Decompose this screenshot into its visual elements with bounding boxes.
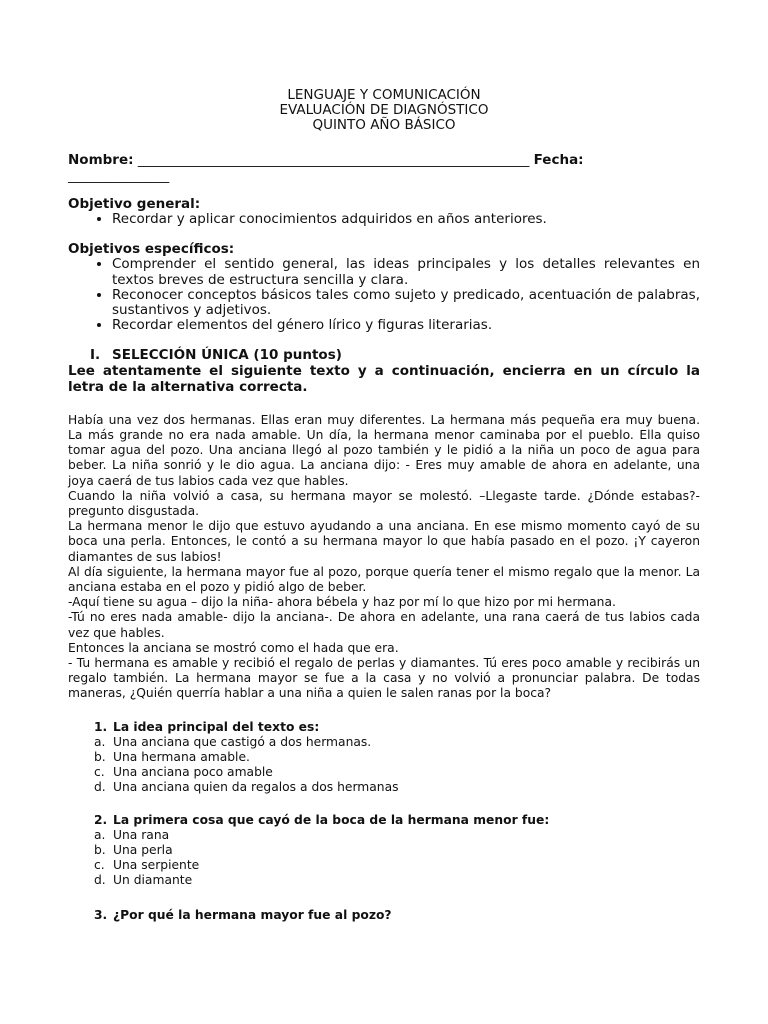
option-letter: d. <box>94 872 106 887</box>
option-d[interactable] <box>68 873 700 888</box>
story-paragraph: - Tu hermana es amable y recibió el regalo de perlas y diamantes. Tú eres poco amable y recibirás un regalo también. La hermana mayor se fue a la casa y no volvió a pronunciar palabra. De todas maneras, ¿Quién querría hablar a una niña a quien le salen ranas por la boca? <box>68 656 700 701</box>
option-text: Un diamante <box>113 872 193 887</box>
option-text: Una anciana que castigó a dos hermanas. <box>113 734 372 749</box>
option-letter: c. <box>94 764 105 779</box>
question-number: 2. <box>94 812 108 827</box>
section-instruction: Lee atentamente el siguiente texto y a continuación, encierra en un círculo la letra de la alternativa correcta. <box>68 362 700 395</box>
objetivos-especificos-title: Objetivos específicos: <box>68 241 235 258</box>
option-text: Una anciana poco amable <box>113 764 273 779</box>
question-heading <box>68 720 700 735</box>
section-heading <box>68 348 700 363</box>
objetivo-general-title: Objetivo general: <box>68 196 201 212</box>
fecha-blank: _______________ <box>68 168 170 184</box>
story-paragraph: Entonces la anciana se mostró como el hada que era. <box>68 640 399 655</box>
option-d[interactable] <box>68 780 700 795</box>
option-letter: a. <box>94 734 106 749</box>
fecha-label: Fecha: <box>533 152 584 168</box>
section-numeral: I. <box>90 346 101 363</box>
option-text: Una hermana amable. <box>113 749 250 764</box>
objetivo-general-list <box>68 212 700 227</box>
options-list <box>68 735 700 795</box>
nombre-label: Nombre: <box>68 152 134 168</box>
story-paragraph: Al día siguiente, la hermana mayor fue al pozo, porque quería tener el mismo regalo que la menor. La anciana estaba en el pozo y pidió algo de beber. <box>68 564 700 595</box>
question-3 <box>68 908 700 923</box>
option-text: Una serpiente <box>113 857 200 872</box>
question-text: La primera cosa que cayó de la boca de la hermana menor fue: <box>113 812 550 827</box>
story-paragraph: Había una vez dos hermanas. Ellas eran muy diferentes. La hermana más pequeña era muy buena. La más grande no era nada amable. Un día, la hermana menor caminaba por el pueblo. Ella quiso tomar agua del pozo. Una anciana llegó al pozo también y le pidió a la niña un poco de agua para beber. La niña sonrió y le dio agua. La anciana dijo: - Eres muy amable de ahora en adelante, una joya caerá de tus labios cada vez que hables. <box>68 412 700 488</box>
title-grade: QUINTO AÑO BÁSICO <box>312 117 456 133</box>
option-b[interactable] <box>68 843 700 858</box>
option-letter: a. <box>94 827 106 842</box>
title-evaluation: EVALUACIÓN DE DIAGNÓSTICO <box>279 102 489 118</box>
question-2 <box>68 813 700 888</box>
question-number: 3. <box>94 907 108 922</box>
story-paragraph: Cuando la niña volvió a casa, su hermana mayor se molestó. –Llegaste tarde. ¿Dónde estabas?- pregunto disgustada. <box>68 488 700 518</box>
list-item: • Reconocer conceptos básicos tales como sujeto y predicado, acentuación de palabras, sustantivos y adjetivos. <box>112 288 700 319</box>
question-text: La idea principal del texto es: <box>113 719 320 734</box>
list-item: • Comprender el sentido general, las ideas principales y los detalles relevantes en textos breves de estructura sencilla y clara. <box>112 257 700 288</box>
objetivos-especificos-list <box>68 257 700 333</box>
nombre-blank: __________________________________________________________ <box>137 152 530 168</box>
question-heading <box>68 908 700 923</box>
section-title: SELECCIÓN ÚNICA (10 puntos) <box>112 346 342 363</box>
option-c[interactable] <box>68 765 700 780</box>
option-text: Una anciana quien da regalos a dos hermanas <box>113 779 399 794</box>
title-subject: LENGUAJE Y COMUNICACIÓN <box>287 87 481 103</box>
option-a[interactable] <box>68 828 700 843</box>
story-paragraph: -Aquí tiene su agua – dijo la niña- ahora bébela y haz por mí lo que hizo por mi hermana. <box>68 595 616 610</box>
question-1 <box>68 720 700 795</box>
story-text <box>68 413 700 702</box>
story-paragraph: -Tú no eres nada amable- dijo la anciana-. De ahora en adelante, una rana caerá de tus labios cada vez que hables. <box>68 610 700 640</box>
question-number: 1. <box>94 719 108 734</box>
option-a[interactable] <box>68 735 700 750</box>
list-item: • Recordar y aplicar conocimientos adquiridos en años anteriores. <box>112 212 700 227</box>
option-text: Una rana <box>113 827 170 842</box>
question-text: ¿Por qué la hermana mayor fue al pozo? <box>113 907 392 922</box>
option-letter: b. <box>94 842 106 857</box>
story-paragraph: La hermana menor le dijo que estuvo ayudando a una anciana. En ese mismo momento cayó de su boca una perla. Entonces, le contó a su hermana mayor lo que había pasado en el pozo. ¡Y cayeron diamantes de sus labios! <box>68 519 700 564</box>
option-letter: c. <box>94 857 105 872</box>
option-c[interactable] <box>68 858 700 873</box>
option-letter: d. <box>94 779 106 794</box>
option-text: Una perla <box>113 842 173 857</box>
option-b[interactable] <box>68 750 700 765</box>
options-list <box>68 828 700 888</box>
question-heading <box>68 813 700 828</box>
list-item: • Recordar elementos del género lírico y figuras literarias. <box>112 318 700 333</box>
name-date-row <box>68 152 700 184</box>
option-letter: b. <box>94 749 106 764</box>
